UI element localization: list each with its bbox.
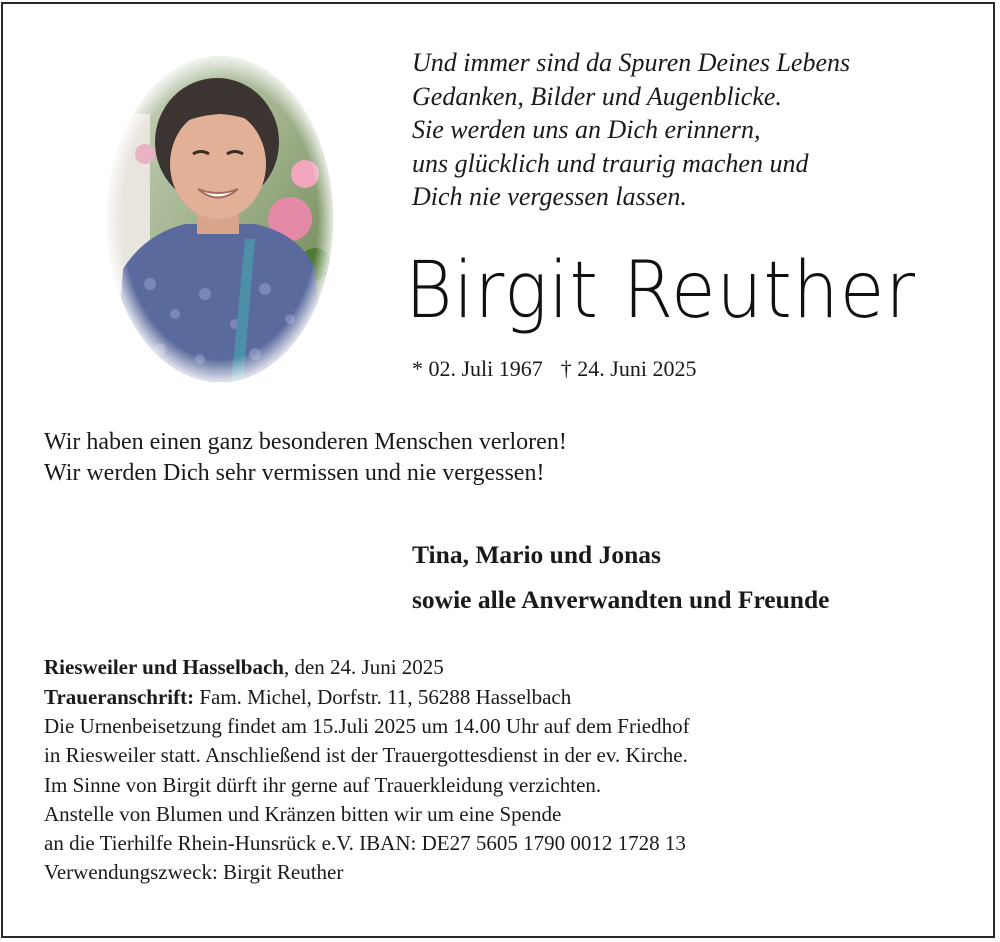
donation-line: Anstelle von Blumen und Kränzen bitten wir um eine Spende bbox=[44, 802, 562, 826]
mourners bbox=[412, 532, 830, 622]
farewell-message bbox=[44, 427, 567, 489]
poem-line: uns glücklich und traurig machen und bbox=[412, 148, 809, 178]
burial-line: in Riesweiler statt. Anschließend ist der Trauergottesdienst in der ev. Kirche. bbox=[44, 743, 688, 767]
obituary-frame bbox=[1, 2, 995, 938]
life-dates bbox=[412, 356, 696, 382]
poem-line: Sie werden uns an Dich erinnern, bbox=[412, 115, 761, 144]
place: Riesweiler und Hasselbach bbox=[44, 655, 284, 679]
address: Fam. Michel, Dorfstr. 11, 56288 Hasselbach bbox=[194, 685, 572, 709]
poem-line: Dich nie vergessen lassen. bbox=[412, 182, 687, 211]
birth-date: * 02. Juli 1967 bbox=[412, 356, 543, 381]
deceased-name: Birgit Reuther bbox=[405, 246, 917, 336]
funeral-details bbox=[44, 652, 690, 887]
date: , den 24. Juni 2025 bbox=[283, 655, 444, 679]
memorial-poem bbox=[412, 46, 850, 214]
address-label: Traueranschrift: bbox=[44, 685, 195, 709]
death-date: † 24. Juni 2025 bbox=[560, 356, 697, 381]
message-line: Wir haben einen ganz besonderen Menschen verloren! bbox=[44, 429, 567, 455]
poem-line: Und immer sind da Spuren Deines Lebens bbox=[412, 48, 851, 77]
burial-line: Die Urnenbeisetzung findet am 15.Juli 2025 um 14.00 Uhr auf dem Friedhof bbox=[44, 714, 690, 738]
mourners-line: Tina, Mario und Jonas bbox=[412, 540, 661, 569]
message-line: Wir werden Dich sehr vermissen und nie vergessen! bbox=[44, 460, 545, 486]
address-line bbox=[44, 682, 690, 712]
clothing-note: Im Sinne von Birgit dürft ihr gerne auf Trauerkleidung verzichten. bbox=[44, 773, 602, 797]
portrait-photo bbox=[105, 54, 335, 384]
poem-line: Gedanken, Bilder und Augenblicke. bbox=[412, 81, 782, 111]
place-date-line bbox=[44, 652, 690, 682]
donation-line: an die Tierhilfe Rhein-Hunsrück e.V. IBAN: DE27 5605 1790 0012 1728 13 bbox=[44, 831, 686, 855]
donation-line: Verwendungszweck: Birgit Reuther bbox=[44, 860, 344, 884]
mourners-line: sowie alle Anverwandten und Freunde bbox=[412, 585, 830, 614]
